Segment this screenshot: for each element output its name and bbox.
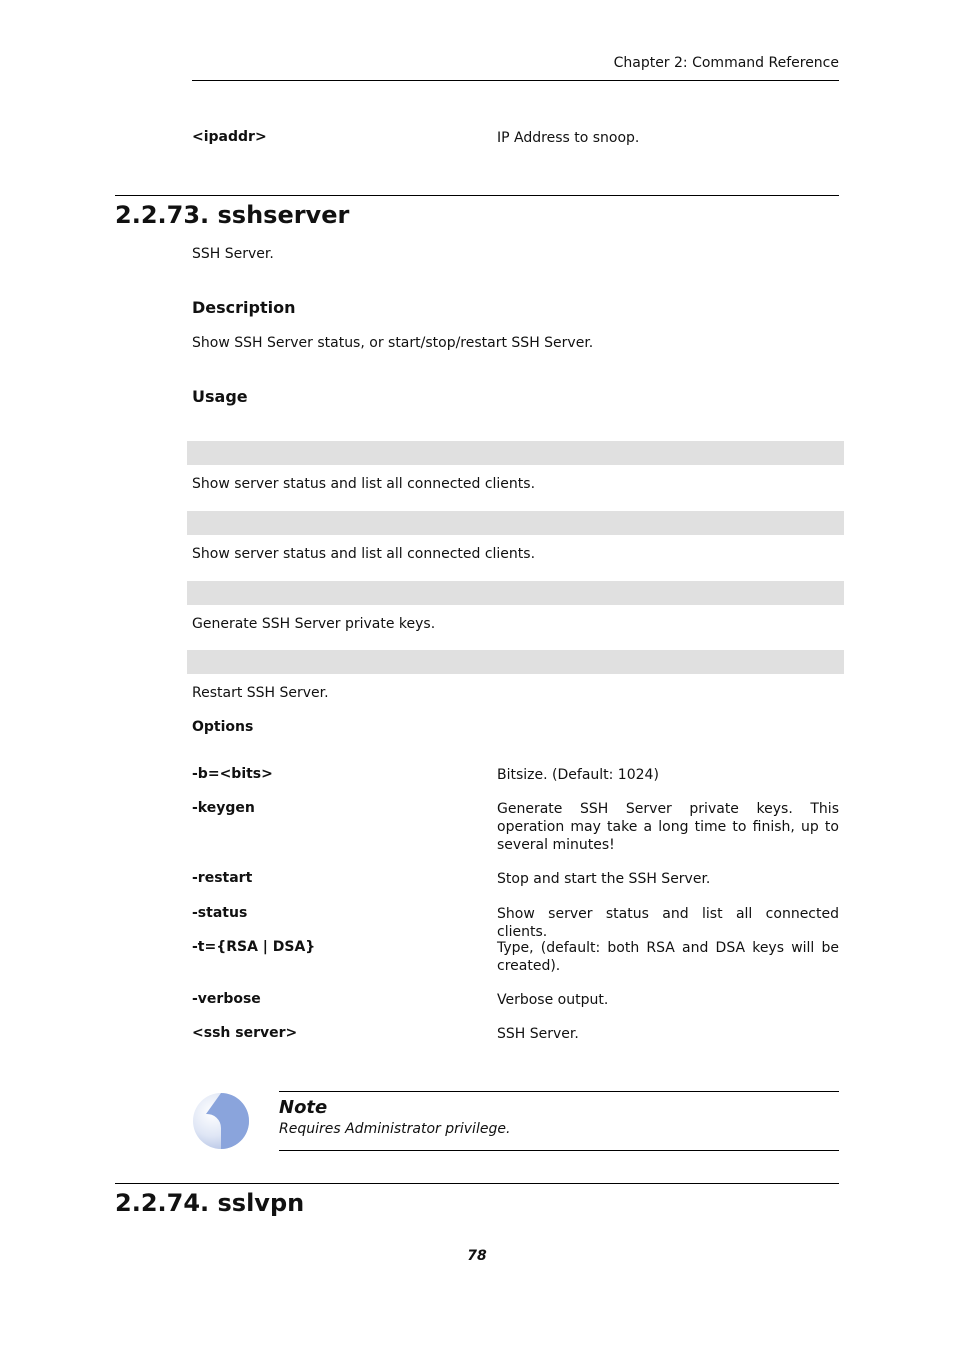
note-bottom-rule bbox=[279, 1150, 839, 1151]
header-divider bbox=[192, 80, 839, 81]
option-desc: Bitsize. (Default: 1024) bbox=[497, 767, 659, 783]
section-divider bbox=[115, 1183, 839, 1184]
section-title-sslvpn: 2.2.74. sslvpn bbox=[115, 1189, 305, 1217]
prev-param-name: <ipaddr> bbox=[192, 129, 267, 145]
description-text: Show SSH Server status, or start/stop/restart SSH Server. bbox=[192, 335, 594, 351]
note-icon-graphic bbox=[192, 1092, 250, 1150]
usage-desc: Show server status and list all connected clients. bbox=[192, 476, 536, 492]
usage-desc: Generate SSH Server private keys. bbox=[192, 616, 436, 632]
option-desc: Stop and start the SSH Server. bbox=[497, 871, 711, 887]
option-desc: SSH Server. bbox=[497, 1026, 579, 1042]
usage-heading: Usage bbox=[192, 387, 248, 406]
option-name: -verbose bbox=[192, 991, 261, 1007]
note-icon bbox=[192, 1092, 250, 1150]
option-name: <ssh server> bbox=[192, 1025, 298, 1041]
usage-code-block bbox=[187, 511, 844, 535]
option-name: -keygen bbox=[192, 800, 255, 816]
usage-code-block bbox=[187, 441, 844, 465]
note-title: Note bbox=[279, 1097, 328, 1118]
option-desc: Generate SSH Server private keys. This operation may take a long time to finish, up to several minutes! bbox=[497, 801, 839, 853]
page-number: 78 bbox=[467, 1248, 487, 1264]
option-name: -restart bbox=[192, 870, 253, 886]
usage-desc: Show server status and list all connected clients. bbox=[192, 546, 536, 562]
chapter-header: Chapter 2: Command Reference bbox=[613, 55, 839, 71]
section-divider bbox=[115, 195, 839, 196]
options-heading: Options bbox=[192, 719, 254, 735]
option-name: -b=<bits> bbox=[192, 766, 273, 782]
description-heading: Description bbox=[192, 298, 296, 317]
usage-code-block bbox=[187, 650, 844, 674]
usage-code-block bbox=[187, 581, 844, 605]
section-title-sshserver: 2.2.73. sshserver bbox=[115, 201, 350, 229]
prev-param-desc: IP Address to snoop. bbox=[497, 130, 640, 146]
option-desc: Show server status and list all connected clients. bbox=[497, 906, 839, 940]
note-top-rule bbox=[279, 1091, 839, 1092]
option-name: -t={RSA | DSA} bbox=[192, 939, 316, 955]
option-desc: Verbose output. bbox=[497, 992, 609, 1008]
option-name: -status bbox=[192, 905, 248, 921]
usage-desc: Restart SSH Server. bbox=[192, 685, 329, 701]
option-desc: Type, (default: both RSA and DSA keys will be created). bbox=[497, 940, 839, 974]
section-summary: SSH Server. bbox=[192, 246, 274, 262]
note-text: Requires Administrator privilege. bbox=[279, 1121, 511, 1137]
